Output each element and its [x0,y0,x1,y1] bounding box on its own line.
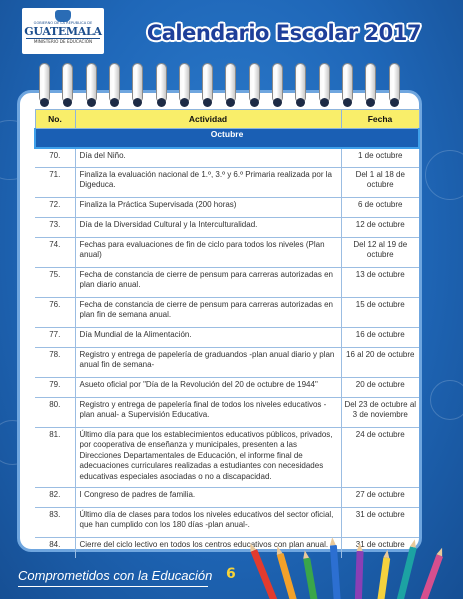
logo-main-text: GUATEMALA [24,24,102,38]
row-activity: Registro y entrega de papelería final de todos los niveles educativos -plan anual- a Supervisión Educativa. [75,398,341,428]
calendar-table [34,109,420,558]
table-row [35,398,419,428]
row-date: Del 1 al 18 de octubre [341,168,419,198]
table-row [35,268,419,298]
row-activity: Asueto oficial por "Día de la Revolución del 20 de octubre de 1944" [75,378,341,398]
ministry-logo [22,8,104,54]
row-number: 82. [35,488,75,508]
row-number: 72. [35,198,75,218]
pencil-icon [277,553,304,599]
row-activity: I Congreso de padres de familia. [75,488,341,508]
row-activity: Día Mundial de la Alimentación. [75,328,341,348]
pencil-icon [373,557,390,599]
spiral-ring [366,64,375,102]
column-header-date: Fecha [341,110,419,129]
footer-slogan: Comprometidos con la Educación [18,568,213,583]
table-row [35,238,419,268]
row-date: 24 de octubre [341,428,419,488]
row-activity: Finaliza la Práctica Supervisada (200 horas) [75,198,341,218]
table-row [35,378,419,398]
row-activity: Último día para que los establecimientos educativos públicos, privados, por cooperativa de enseñanza y municipales, presenten a las Direcciones Departamentales de Educación, el informe final de adecuaciones curriculares realizadas a estudiantes con necesidades educativas especiales asociadas o no a discapacidad. [75,428,341,488]
table-row [35,148,419,168]
month-row [35,129,419,148]
spiral-ring [133,64,142,102]
table-row [35,298,419,328]
spiral-ring [63,64,72,102]
row-number: 79. [35,378,75,398]
row-number: 77. [35,328,75,348]
footer-underline [18,586,208,587]
table-row [35,348,419,378]
spiral-ring [87,64,96,102]
row-date: 6 de octubre [341,198,419,218]
row-date: 15 de octubre [341,298,419,328]
row-date: Del 12 al 19 de octubre [341,238,419,268]
row-activity: Día del Niño. [75,148,341,168]
month-label: Octubre [35,129,419,148]
row-date: 16 al 20 de octubre [341,348,419,378]
spiral-binding [40,64,420,108]
row-activity: Último día de clases para todos los niveles educativos del sector oficial, que han cumplido con los 180 días -plan anual-. [75,508,341,538]
spiral-ring [226,64,235,102]
row-number: 83. [35,508,75,538]
spiral-ring [203,64,212,102]
row-number: 76. [35,298,75,328]
row-number: 78. [35,348,75,378]
spiral-ring [157,64,166,102]
row-activity: Fecha de constancia de cierre de pensum para carreras autorizadas en plan diario anual. [75,268,341,298]
table-row [35,168,419,198]
row-date: 20 de octubre [341,378,419,398]
column-header-activity: Actividad [75,110,341,129]
table-row [35,428,419,488]
row-number: 84. [35,538,75,558]
row-activity: Fechas para evaluaciones de fin de ciclo para todos los niveles (Plan anual) [75,238,341,268]
row-date: 16 de octubre [341,328,419,348]
logo-sub-text: MINISTERIO DE EDUCACIÓN [26,38,100,44]
row-date: 1 de octubre [341,148,419,168]
row-number: 81. [35,428,75,488]
row-activity: Fecha de constancia de cierre de pensum para carreras autorizadas en plan fin de semana anual. [75,298,341,328]
row-activity: Finaliza la evaluación nacional de 1.º, 3.º y 6.º Primaria realizada por la Digeduca. [75,168,341,198]
row-date: Del 23 de octubre al 3 de noviembre [341,398,419,428]
row-date: 31 de octubre [341,508,419,538]
spiral-ring [390,64,399,102]
table-row [35,198,419,218]
row-date: 12 de octubre [341,218,419,238]
spiral-ring [320,64,329,102]
spiral-ring [273,64,282,102]
column-header-no: No. [35,110,75,129]
row-number: 70. [35,148,75,168]
background-doodle [425,150,463,200]
row-date: 31 de octubre [341,538,419,558]
table-row [35,508,419,538]
row-number: 80. [35,398,75,428]
page-number: 6 [226,566,236,582]
pencil-icon [411,554,443,599]
spiral-ring [250,64,259,102]
spiral-ring [40,64,49,102]
page-title: Calendario Escolar 2017 [146,21,421,45]
spiral-ring [343,64,352,102]
table-row [35,218,419,238]
pencil-icon [354,551,364,599]
row-number: 71. [35,168,75,198]
row-date: 13 de octubre [341,268,419,298]
spiral-ring [296,64,305,102]
table-row [35,328,419,348]
row-number: 74. [35,238,75,268]
row-number: 73. [35,218,75,238]
row-activity: Día de la Diversidad Cultural y la Interculturalidad. [75,218,341,238]
row-number: 75. [35,268,75,298]
pencil-icon [303,558,323,599]
table-row [35,488,419,508]
logo-top-text: GOBIERNO DE LA REPUBLICA DE [33,21,93,25]
row-activity: Cierre del ciclo lectivo en todos los centros educativos con plan anual. [75,538,341,558]
spiral-ring [110,64,119,102]
background-doodle [430,380,463,420]
spiral-ring [180,64,189,102]
row-activity: Registro y entrega de papelería de graduandos -plan anual diario y plan anual fin de semana- [75,348,341,378]
table-header-row [35,110,419,129]
row-date: 27 de octubre [341,488,419,508]
